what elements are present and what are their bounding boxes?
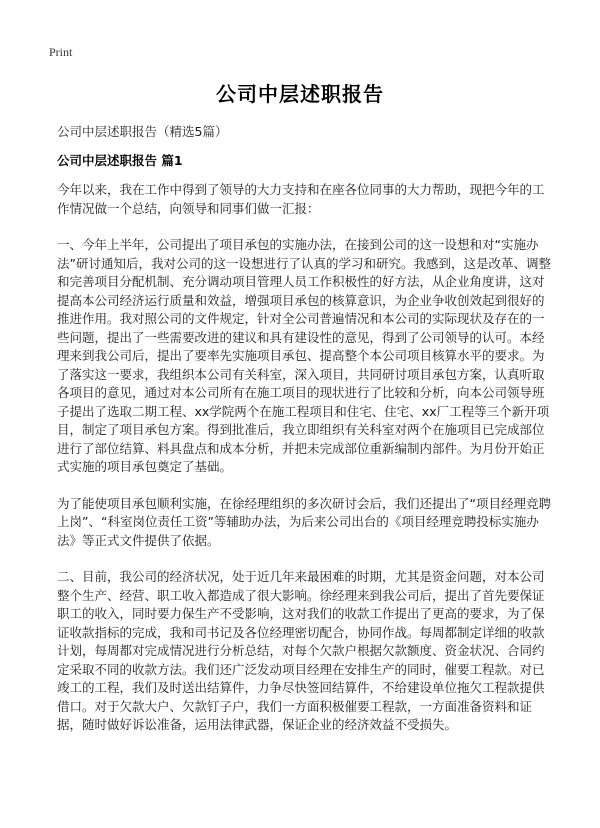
- paragraph-intro: 今年以来，我在工作中得到了领导的大力支持和在座各位同事的大力帮助，现把今年的工作情况做一个总结，向领导和同事们做一汇报：: [57, 182, 545, 216]
- paragraph-support: 为了能使项目承包顺利实施，在徐经理组织的多次研讨会后，我们还提出了“项目经理竞聘上岗”、“科室岗位责任工资”等辅助办法，为后来公司出台的《项目经理竞聘投标实施办法》等正式文件提供了依据。: [57, 495, 551, 548]
- section-heading: 公司中层述职报告 篇1: [57, 153, 183, 168]
- document-body: [57, 181, 551, 753]
- document-title: 公司中层述职报告: [216, 82, 384, 106]
- paragraph-two: 二、目前，我公司的经济状况，处于近几年来最困难的时期，尤其是资金问题，对本公司整个生产、经营、职工收入都造成了很大影响。徐经理来到我公司后，提出了首先要保证职工的收入，同时要力保生产不受影响，这对我们的收款工作提出了更高的要求，为了保证收款指标的完成，我和司书记及各位经理密切配合，协同作战。每周都制定详细的收款计划，每周都对完成情况进行分析总结，对每个欠款户根据欠款额度、资金状况、合同约定采取不同的收款方法。我们还广泛发动项目经理在安排生产的同时，催要工程款。对已竣工的工程，我们及时送出结算件，力争尽快签回结算件，不给建设单位拖欠工程款提供借口。对于欠款大户、欠款钉子户，我们一方面积极催要工程款，一方面准备资料和证据，随时做好诉讼准备，运用法律武器，保证企业的经济效益不受损失。: [57, 569, 545, 732]
- paragraph-one: 一、今年上半年，公司提出了项目承包的实施办法，在接到公司的这一设想和对“实施办法”研讨通知后，我对公司的这一设想进行了认真的学习和研究。我感到，这是改革、调整和完善项目分配机制、充分调动项目管理人员工作积极性的好方法，从企业角度讲，这对提高本公司经济运行质量和效益，增强项目承包的核算意识，为企业争收创效起到很好的推进作用。我对照公司的文件规定，针对全公司普遍情况和本公司的实际现状及存在的一些问题，提出了一些需要改进的建议和具有建设性的意见，得到了公司领导的认可。本经理来到我公司后，提出了要率先实施项目承包、提高整个本公司项目核算水平的要求。为了落实这一要求，我组织本公司有关科室，深入项目，共同研讨项目承包方案，认真听取各项目的意见，通过对本公司所有在施工项目的现状进行了比较和分析，向本公司领导班子提出了选取二期工程、xx学院两个在施工程项目和住宅、住宅、xx厂工程等三个新开项目，制定了项目承包方案。得到批准后，我立即组织有关科室对两个在施项目已完成部位进行了部位结算、料具盘点和成本分析，并把未完成部位重新编制内部件。为月份开始正式实施的项目承包奠定了基础。: [57, 237, 551, 474]
- print-label: Print: [49, 45, 73, 59]
- document-subtitle: 公司中层述职报告（精选5篇）: [57, 124, 228, 139]
